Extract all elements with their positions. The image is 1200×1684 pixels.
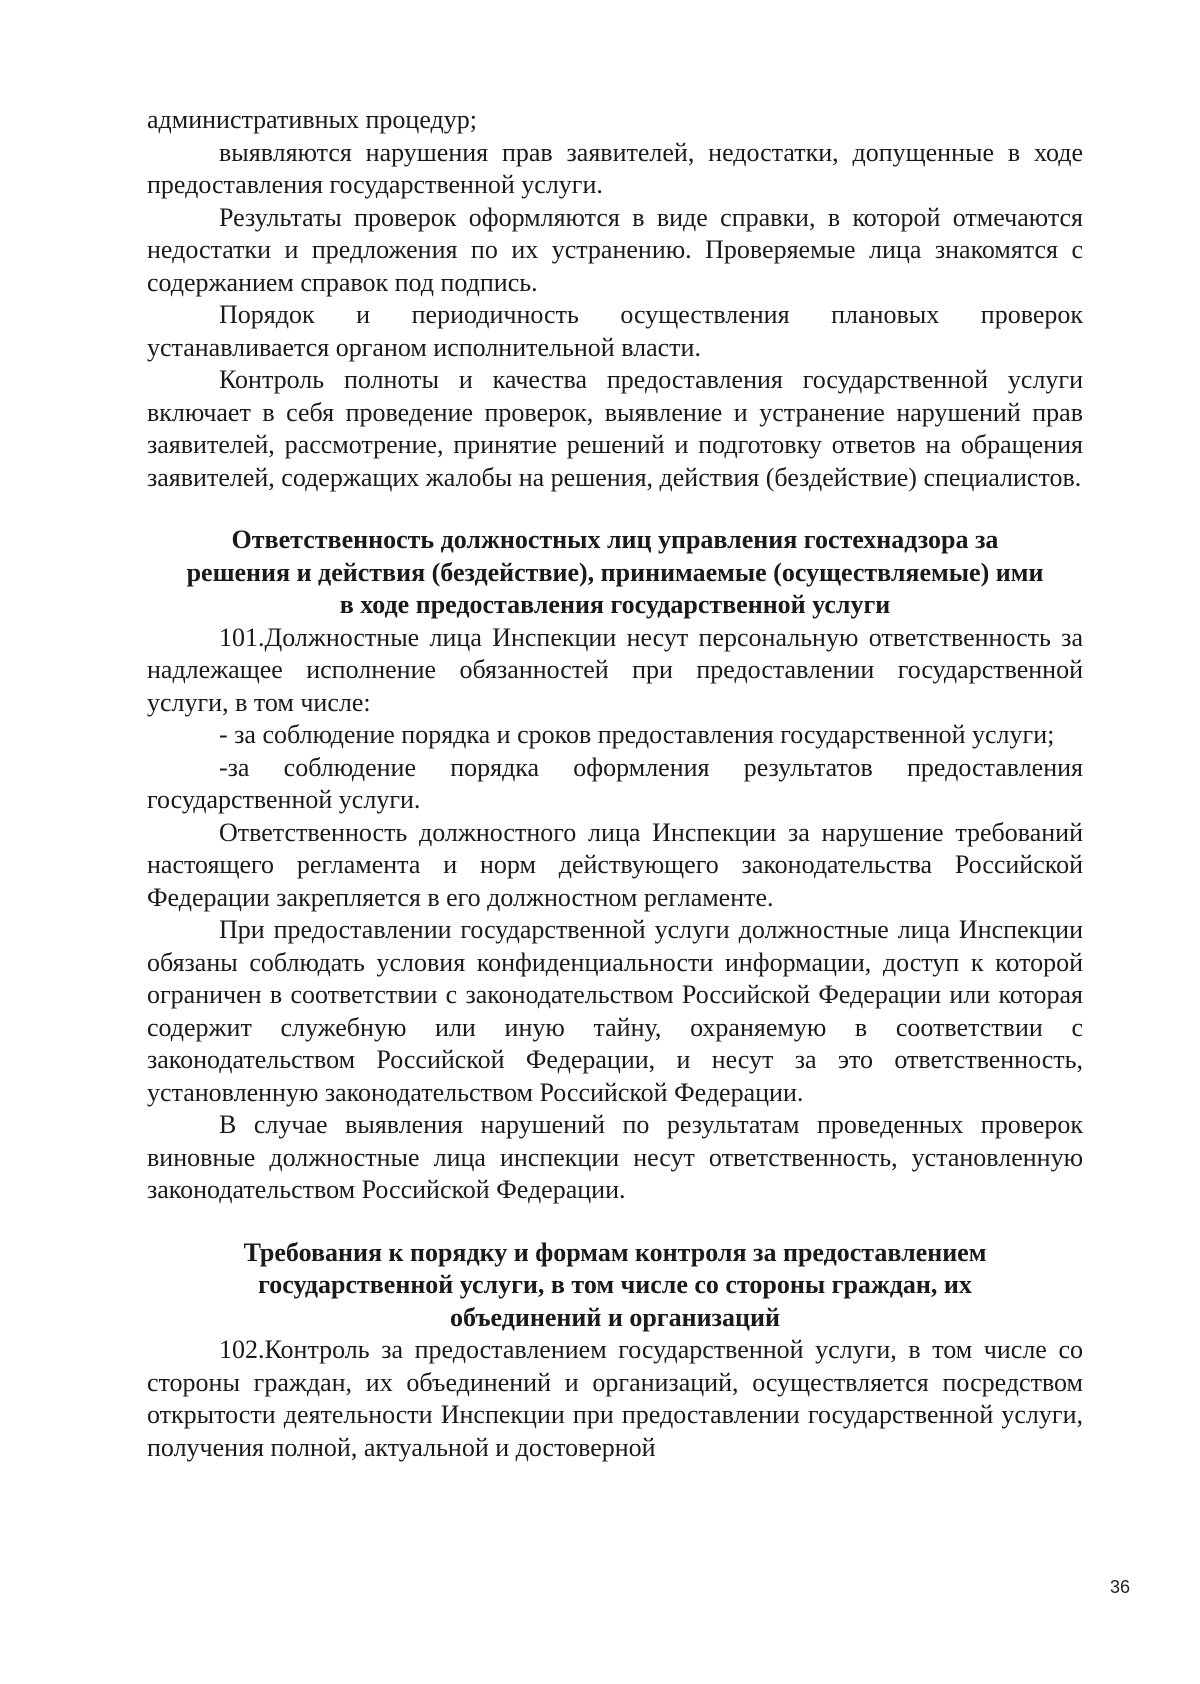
page-number: 36 [1110, 1577, 1131, 1597]
paragraph: В случае выявления нарушений по результатам проведенных проверок виновные должностные лица инспекции несут ответственность, установленную законодательством Российской Федерации. [147, 1110, 1083, 1204]
paragraph: выявляются нарушения прав заявителей, недостатки, допущенные в ходе предоставления государственной услуги. [147, 137, 1083, 199]
heading-line: Ответственность должностных лиц управления гостехнадзора за [231, 525, 999, 554]
document-page [147, 104, 1083, 1464]
heading-line: в ходе предоставления государственной услуги [339, 590, 891, 619]
section-heading-control-requirements [147, 1237, 1083, 1335]
section-heading-responsibility [147, 524, 1083, 622]
paragraph: административных процедур; [147, 105, 477, 134]
paragraph: - за соблюдение порядка и сроков предоставления государственной услуги; [219, 720, 1055, 749]
section-responsibility-body [147, 622, 1083, 1207]
paragraph: 102.Контроль за предоставлением государственной услуги, в том числе со стороны граждан, их объединений и организаций, осуществляется посредством открытости деятельности Инспекции при предоставлении государственной услуги, получения полной, актуальной и достоверной [147, 1335, 1083, 1462]
heading-line: решения и действия (бездействие), принимаемые (осуществляемые) ими [186, 557, 1044, 587]
intro-paragraphs [147, 104, 1083, 494]
paragraph: -за соблюдение порядка оформления результатов предоставления государственной услуги. [147, 752, 1083, 814]
paragraph: Порядок и периодичность осуществления плановых проверок устанавливается органом исполнительной власти. [147, 300, 1083, 362]
heading-line: Требования к порядку и формам контроля за предоставлением [243, 1237, 987, 1267]
paragraph: 101.Должностные лица Инспекции несут персональную ответственность за надлежащее исполнение обязанностей при предоставлении государственной услуги, в том числе: [147, 622, 1083, 717]
paragraph: Контроль полноты и качества предоставления государственной услуги включает в себя проведение проверок, выявление и устранение нарушений прав заявителей, рассмотрение, принятие решений и подготовку ответов на обращения заявителей, содержащих жалобы на решения, действия (бездействие) специалистов. [147, 365, 1083, 492]
paragraph: Ответственность должностного лица Инспекции за нарушение требований настоящего регламента и норм действующего законодательства Российской Федерации закрепляется в его должностном регламенте. [147, 817, 1083, 912]
paragraph: Результаты проверок оформляются в виде справки, в которой отмечаются недостатки и предложения по их устранению. Проверяемые лица знакомятся с содержанием справок под подпись. [147, 202, 1083, 297]
section-control-body [147, 1334, 1083, 1464]
paragraph: При предоставлении государственной услуги должностные лица Инспекции обязаны соблюдать условия конфиденциальности информации, доступ к которой ограничен в соответствии с законодательством Российской Федерации или которая содержит служебную или иную тайну, охраняемую в соответствии с законодательством Российской Федерации, и несут за это ответственность, установленную законодательством Российской Федерации. [147, 915, 1083, 1107]
heading-line: объединений и организаций [450, 1302, 780, 1332]
heading-line: государственной услуги, в том числе со стороны граждан, их [258, 1270, 972, 1299]
